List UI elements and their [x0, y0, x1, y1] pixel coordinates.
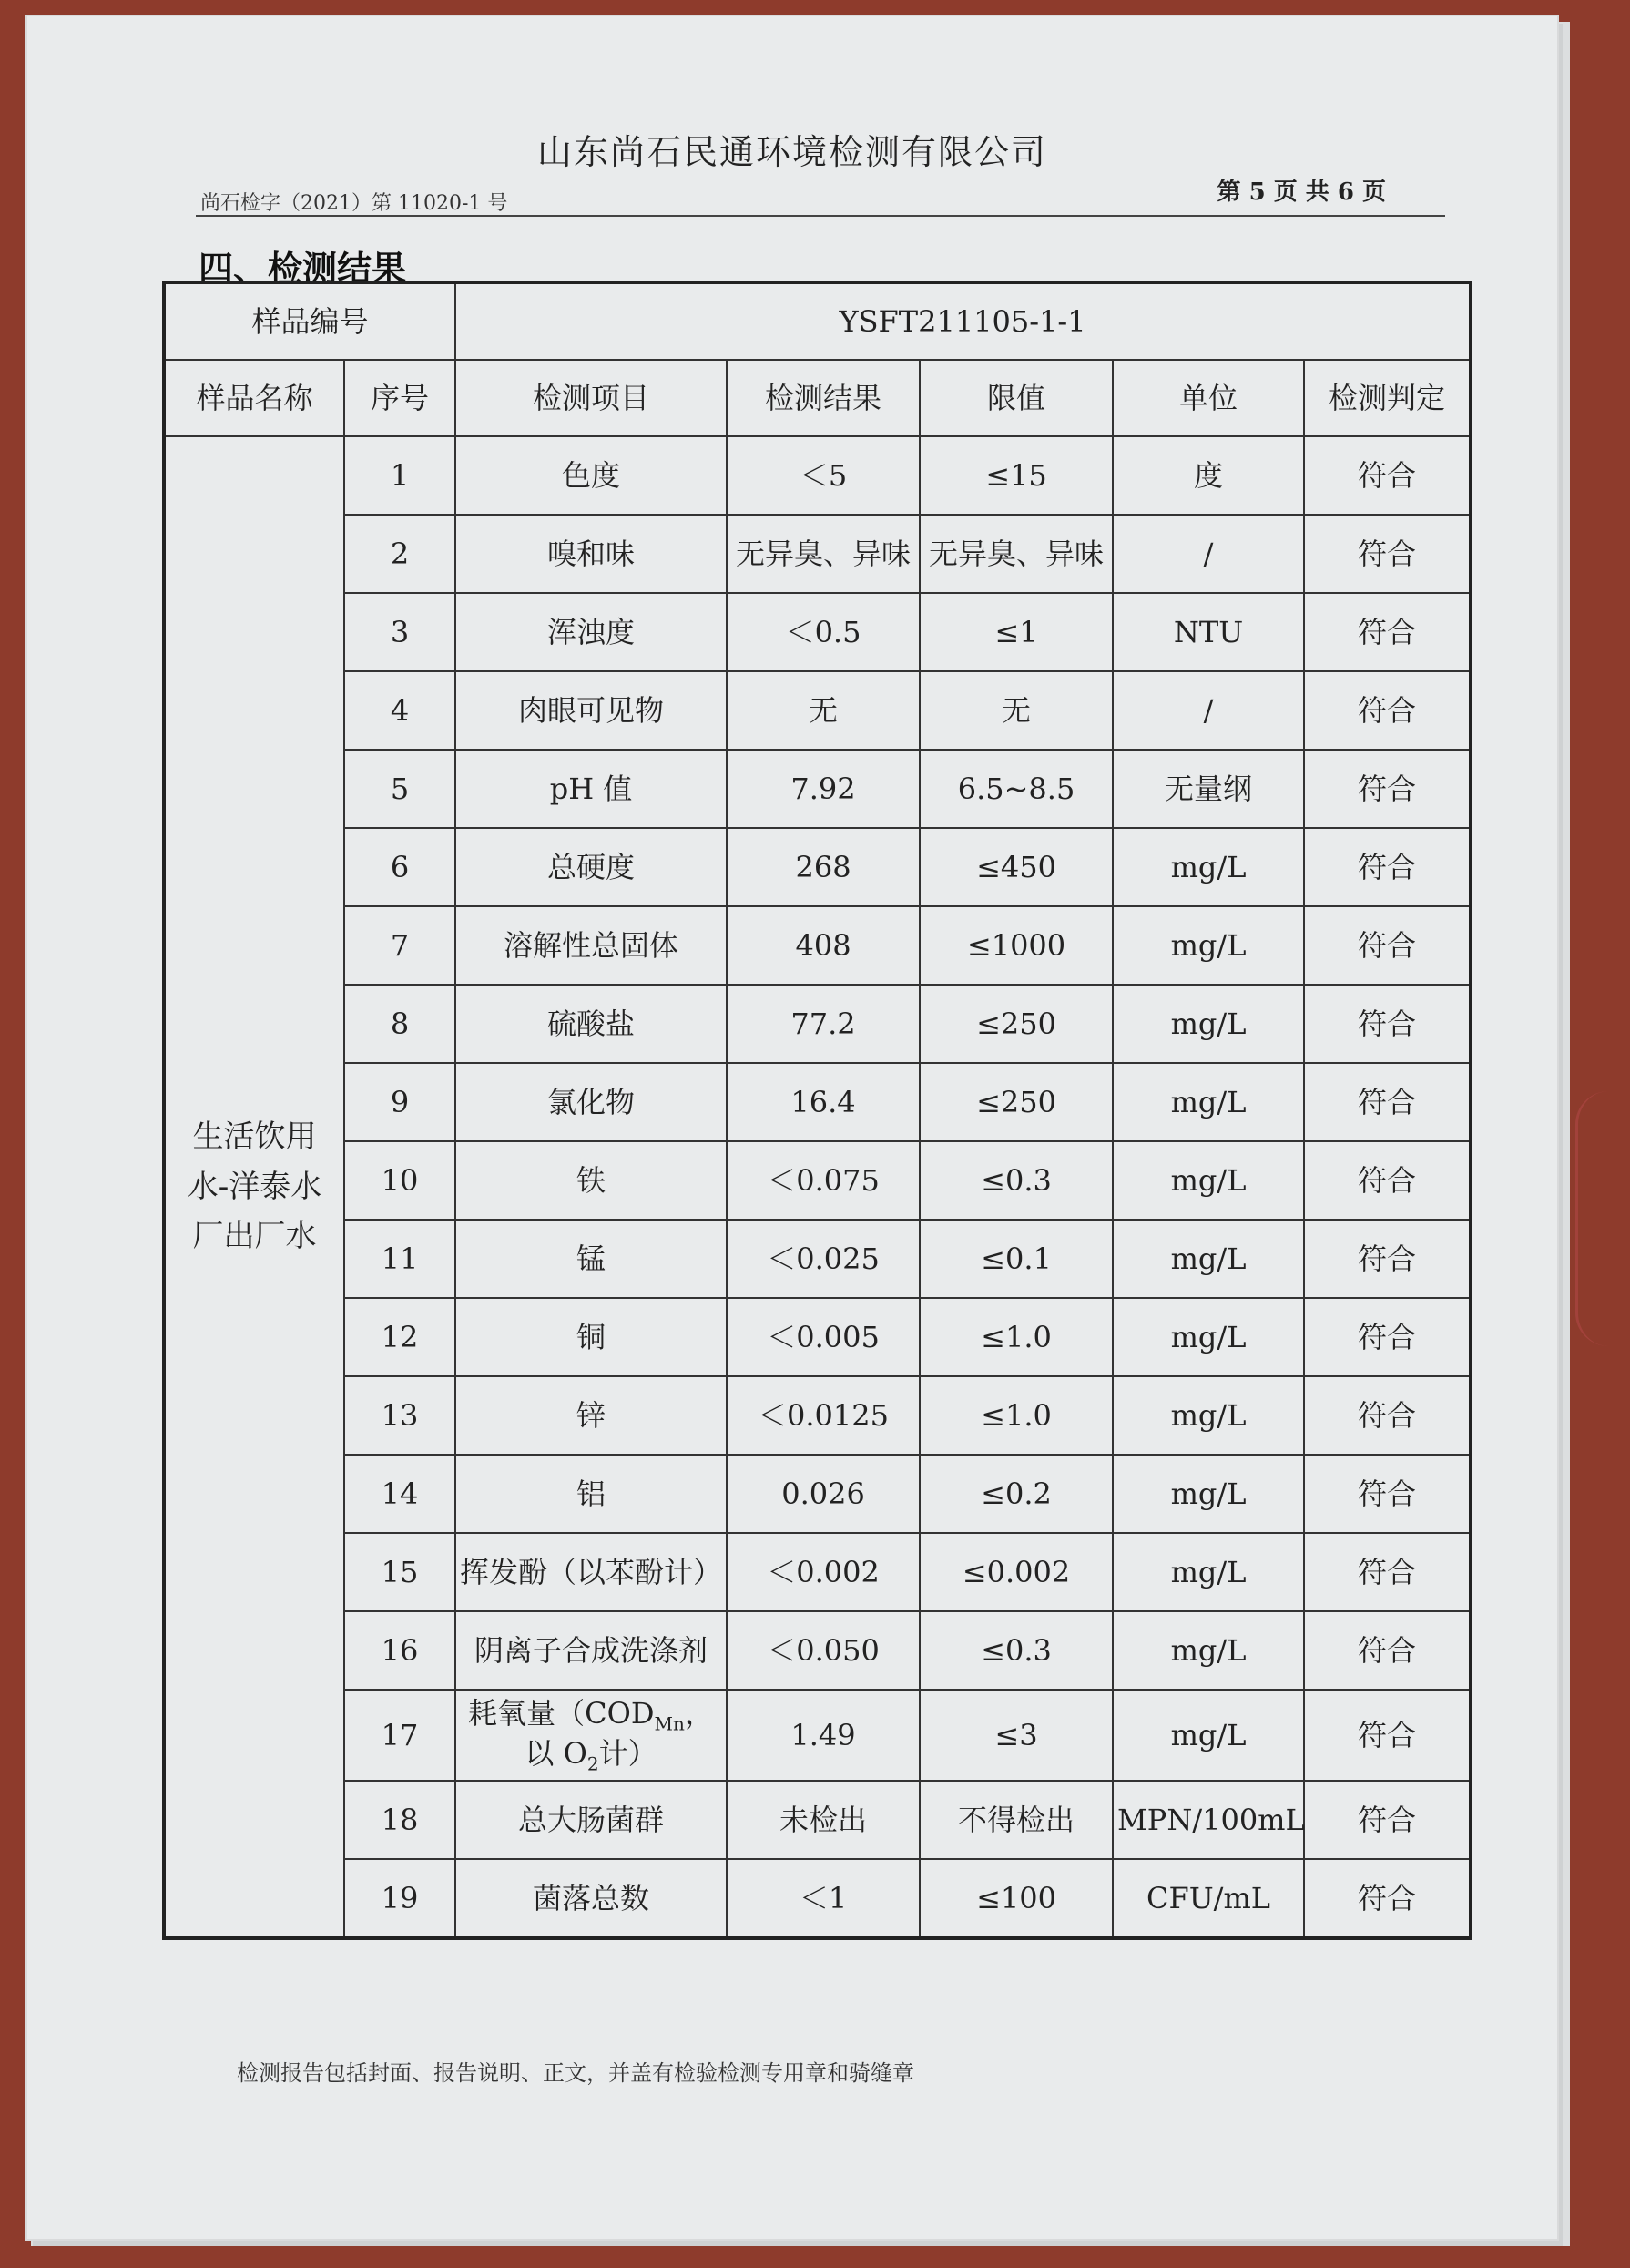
row-limit: ≤0.2	[920, 1455, 1113, 1533]
sample-name-cell: 生活饮用水-洋泰水厂出厂水	[164, 436, 344, 1938]
row-result: 无	[727, 671, 920, 750]
row-unit: mg/L	[1113, 1690, 1304, 1781]
row-seq: 15	[344, 1533, 455, 1611]
row-limit: ≤1.0	[920, 1298, 1113, 1376]
row-judge: 符合	[1304, 593, 1471, 671]
row-seq: 12	[344, 1298, 455, 1376]
row-limit: ≤0.3	[920, 1611, 1113, 1690]
row-item-part: ，以 O	[525, 1695, 714, 1771]
row-limit: ≤1	[920, 593, 1113, 671]
row-unit: mg/L	[1113, 985, 1304, 1063]
row-item: 溶解性总固体	[455, 906, 727, 985]
row-unit: NTU	[1113, 593, 1304, 671]
row-limit: ≤0.1	[920, 1220, 1113, 1298]
row-result: 408	[727, 906, 920, 985]
row-judge: 符合	[1304, 671, 1471, 750]
row-limit: 无	[920, 671, 1113, 750]
row-seq: 2	[344, 515, 455, 593]
row-item: 菌落总数	[455, 1859, 727, 1938]
table-row	[164, 985, 1471, 1063]
row-unit: /	[1113, 671, 1304, 750]
table-row	[164, 436, 1471, 515]
row-limit: ≤450	[920, 828, 1113, 906]
results-table	[162, 281, 1472, 1940]
row-limit: ≤100	[920, 1859, 1113, 1938]
row-unit: mg/L	[1113, 828, 1304, 906]
row-item: 总硬度	[455, 828, 727, 906]
row-unit: mg/L	[1113, 906, 1304, 985]
row-seq: 17	[344, 1690, 455, 1781]
sample-id-value: YSFT211105-1-1	[455, 282, 1471, 360]
footer-note: 检测报告包括封面、报告说明、正文，并盖有检验检测专用章和骑缝章	[237, 2060, 914, 2086]
header-judge: 检测判定	[1304, 360, 1471, 436]
row-seq: 3	[344, 593, 455, 671]
page-number: 第 5 页 共 6 页	[1217, 179, 1386, 206]
row-limit: ≤3	[920, 1690, 1113, 1781]
row-judge: 符合	[1304, 1298, 1471, 1376]
seal-stamp	[1575, 1091, 1630, 1346]
row-result: ＜0.025	[727, 1220, 920, 1298]
row-unit: 度	[1113, 436, 1304, 515]
row-item: 铁	[455, 1141, 727, 1220]
row-result: 0.026	[727, 1455, 920, 1533]
row-judge: 符合	[1304, 1859, 1471, 1938]
table-row	[164, 828, 1471, 906]
header-result: 检测结果	[727, 360, 920, 436]
row-item	[455, 1690, 727, 1781]
row-limit: ≤1.0	[920, 1376, 1113, 1455]
header-limit: 限值	[920, 360, 1113, 436]
table-row	[164, 1220, 1471, 1298]
row-result: ＜0.005	[727, 1298, 920, 1376]
row-judge: 符合	[1304, 1063, 1471, 1141]
table-row	[164, 1455, 1471, 1533]
row-result: 1.49	[727, 1690, 920, 1781]
row-seq: 6	[344, 828, 455, 906]
row-limit: ≤1000	[920, 906, 1113, 985]
row-limit: ≤250	[920, 985, 1113, 1063]
row-judge: 符合	[1304, 828, 1471, 906]
row-item: 锌	[455, 1376, 727, 1455]
row-unit: mg/L	[1113, 1298, 1304, 1376]
row-item: pH 值	[455, 750, 727, 828]
header-divider	[196, 215, 1445, 217]
row-item-part: Mn	[654, 1712, 685, 1734]
table-row	[164, 593, 1471, 671]
row-item: 总大肠菌群	[455, 1781, 727, 1859]
row-judge: 符合	[1304, 1141, 1471, 1220]
report-page	[27, 16, 1557, 2239]
row-unit: mg/L	[1113, 1533, 1304, 1611]
table-row	[164, 1376, 1471, 1455]
table-row	[164, 750, 1471, 828]
row-seq: 14	[344, 1455, 455, 1533]
row-limit: ≤15	[920, 436, 1113, 515]
sample-id-label: 样品编号	[164, 282, 455, 360]
row-seq: 7	[344, 906, 455, 985]
header-unit: 单位	[1113, 360, 1304, 436]
row-judge: 符合	[1304, 1611, 1471, 1690]
row-unit: mg/L	[1113, 1376, 1304, 1455]
row-seq: 18	[344, 1781, 455, 1859]
table-row	[164, 1533, 1471, 1611]
row-result: ＜0.002	[727, 1533, 920, 1611]
row-judge: 符合	[1304, 750, 1471, 828]
table-row	[164, 1611, 1471, 1690]
row-seq: 13	[344, 1376, 455, 1455]
header-item: 检测项目	[455, 360, 727, 436]
row-item-part: 计）	[598, 1736, 657, 1771]
row-item: 锰	[455, 1220, 727, 1298]
row-seq: 10	[344, 1141, 455, 1220]
sample-id-row	[164, 282, 1471, 360]
row-limit: 不得检出	[920, 1781, 1113, 1859]
report-number: 尚石检字（2021）第 11020-1 号	[200, 192, 508, 215]
row-item: 浑浊度	[455, 593, 727, 671]
table-row	[164, 1063, 1471, 1141]
table-row	[164, 1141, 1471, 1220]
table-row	[164, 1859, 1471, 1938]
row-judge: 符合	[1304, 1533, 1471, 1611]
row-item-part: 耗氧量（COD	[468, 1695, 655, 1731]
row-seq: 4	[344, 671, 455, 750]
row-result: 7.92	[727, 750, 920, 828]
row-seq: 1	[344, 436, 455, 515]
row-seq: 9	[344, 1063, 455, 1141]
row-result: 268	[727, 828, 920, 906]
row-result: ＜0.050	[727, 1611, 920, 1690]
row-item: 硫酸盐	[455, 985, 727, 1063]
row-judge: 符合	[1304, 1376, 1471, 1455]
row-item: 阴离子合成洗涤剂	[455, 1611, 727, 1690]
row-limit: ≤0.002	[920, 1533, 1113, 1611]
table-row	[164, 906, 1471, 985]
row-item: 嗅和味	[455, 515, 727, 593]
row-result: ＜0.5	[727, 593, 920, 671]
table-row	[164, 515, 1471, 593]
row-limit: 无异臭、异味	[920, 515, 1113, 593]
row-unit: mg/L	[1113, 1611, 1304, 1690]
row-seq: 19	[344, 1859, 455, 1938]
row-seq: 8	[344, 985, 455, 1063]
row-item: 铜	[455, 1298, 727, 1376]
row-judge: 符合	[1304, 1455, 1471, 1533]
row-unit: MPN/100mL	[1113, 1781, 1304, 1859]
row-limit: ≤250	[920, 1063, 1113, 1141]
row-result: ＜0.0125	[727, 1376, 920, 1455]
header-seq: 序号	[344, 360, 455, 436]
row-unit: mg/L	[1113, 1141, 1304, 1220]
row-result: ＜1	[727, 1859, 920, 1938]
table-row	[164, 1690, 1471, 1781]
row-item: 铝	[455, 1455, 727, 1533]
row-unit: mg/L	[1113, 1220, 1304, 1298]
company-name: 山东尚石民通环境检测有限公司	[536, 132, 1047, 172]
row-result: 77.2	[727, 985, 920, 1063]
row-item: 氯化物	[455, 1063, 727, 1141]
row-result: ＜0.075	[727, 1141, 920, 1220]
table-header-row	[164, 360, 1471, 436]
row-limit: 6.5~8.5	[920, 750, 1113, 828]
row-item-part: 2	[586, 1752, 599, 1775]
row-item: 色度	[455, 436, 727, 515]
row-judge: 符合	[1304, 1220, 1471, 1298]
row-judge: 符合	[1304, 515, 1471, 593]
row-unit: mg/L	[1113, 1455, 1304, 1533]
header-sample-name: 样品名称	[164, 360, 344, 436]
row-seq: 11	[344, 1220, 455, 1298]
row-judge: 符合	[1304, 1781, 1471, 1859]
row-seq: 16	[344, 1611, 455, 1690]
row-result: 未检出	[727, 1781, 920, 1859]
section-title: 四、检测结果	[199, 248, 407, 289]
row-judge: 符合	[1304, 985, 1471, 1063]
row-unit: CFU/mL	[1113, 1859, 1304, 1938]
row-item: 挥发酚（以苯酚计）	[455, 1533, 727, 1611]
table-row	[164, 671, 1471, 750]
row-result: 无异臭、异味	[727, 515, 920, 593]
table-row	[164, 1781, 1471, 1859]
row-result: 16.4	[727, 1063, 920, 1141]
row-unit: /	[1113, 515, 1304, 593]
row-seq: 5	[344, 750, 455, 828]
table-row	[164, 1298, 1471, 1376]
row-judge: 符合	[1304, 906, 1471, 985]
row-result: ＜5	[727, 436, 920, 515]
row-limit: ≤0.3	[920, 1141, 1113, 1220]
row-unit: mg/L	[1113, 1063, 1304, 1141]
row-judge: 符合	[1304, 1690, 1471, 1781]
row-unit: 无量纲	[1113, 750, 1304, 828]
row-judge: 符合	[1304, 436, 1471, 515]
row-item: 肉眼可见物	[455, 671, 727, 750]
